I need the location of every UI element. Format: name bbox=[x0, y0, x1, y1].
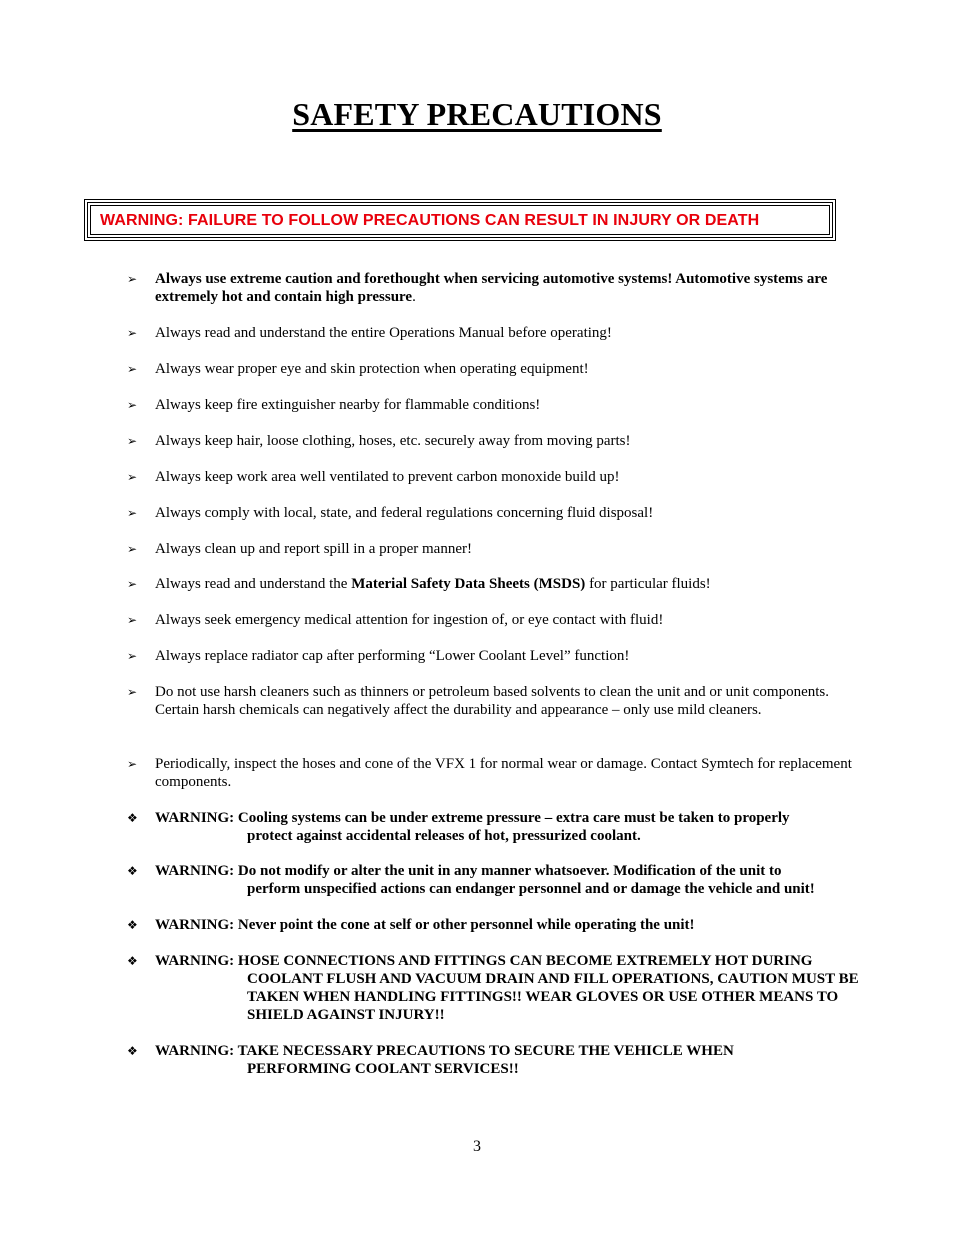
warning-banner bbox=[84, 199, 836, 241]
warning-continuation: perform unspecified actions can endanger personnel and or damage the vehicle and unit! bbox=[247, 881, 815, 897]
arrow-bullet-icon: ➢ bbox=[127, 470, 138, 484]
arrow-bullet-icon: ➢ bbox=[127, 542, 138, 556]
warning-first-line: WARNING: Cooling systems can be under extreme pressure – extra care must be taken to properly bbox=[155, 810, 790, 826]
arrow-bullet-icon: ➢ bbox=[127, 398, 138, 412]
list-item-text: Always seek emergency medical attention for ingestion of, or eye contact with fluid! bbox=[155, 612, 664, 628]
diamond-bullet-icon: ❖ bbox=[127, 864, 138, 878]
diamond-bullet-icon: ❖ bbox=[127, 811, 138, 825]
arrow-bullet-icon: ➢ bbox=[127, 685, 138, 699]
diamond-bullet-icon: ❖ bbox=[127, 1044, 138, 1058]
list-item-text: Always wear proper eye and skin protection when operating equipment! bbox=[155, 361, 589, 377]
list-item-text bbox=[155, 270, 860, 306]
arrow-bullet-icon: ➢ bbox=[127, 362, 138, 376]
list-item-text: Always comply with local, state, and federal regulations concerning fluid disposal! bbox=[155, 505, 654, 521]
list-item-tail: . bbox=[412, 289, 416, 305]
list-item-text: Always clean up and report spill in a proper manner! bbox=[155, 541, 472, 557]
warning-first-line: WARNING: TAKE NECESSARY PRECAUTIONS TO SECURE THE VEHICLE WHEN bbox=[155, 1043, 734, 1059]
list-item-pre: Always read and understand the bbox=[155, 576, 352, 592]
list-item-bold-text: Always use extreme caution and forethought when servicing automotive systems! Automotive systems are extremely hot and contain high pressure bbox=[155, 271, 828, 305]
arrow-bullet-icon: ➢ bbox=[127, 613, 138, 627]
list-item-text: Always replace radiator cap after performing “Lower Coolant Level” function! bbox=[155, 648, 630, 664]
warning-continuation: COOLANT FLUSH AND VACUUM DRAIN AND FILL OPERATIONS, CAUTION MUST BE TAKEN WHEN HANDLING FITTINGS!! WEAR GLOVES OR USE OTHER MEANS TO SHIELD AGAINST INJURY!! bbox=[247, 971, 859, 1023]
list-item-text: Periodically, inspect the hoses and cone of the VFX 1 for normal wear or damage. Contact Symtech for replacement components. bbox=[155, 756, 852, 790]
list-item-text: Always keep fire extinguisher nearby for flammable conditions! bbox=[155, 397, 541, 413]
msds-reference: Material Safety Data Sheets (MSDS) bbox=[351, 576, 586, 592]
warning-banner-text: WARNING: FAILURE TO FOLLOW PRECAUTIONS CAN RESULT IN INJURY OR DEATH bbox=[100, 212, 760, 229]
page-title: SAFETY PRECAUTIONS bbox=[292, 96, 662, 132]
warning-first-line: WARNING: HOSE CONNECTIONS AND FITTINGS CAN BECOME EXTREMELY HOT DURING bbox=[155, 953, 813, 969]
list-item-post: for particular fluids! bbox=[585, 576, 711, 592]
arrow-bullet-icon: ➢ bbox=[127, 326, 138, 340]
diamond-bullet-icon: ❖ bbox=[127, 954, 138, 968]
arrow-bullet-icon: ➢ bbox=[127, 434, 138, 448]
list-item-text: Always keep hair, loose clothing, hoses, etc. securely away from moving parts! bbox=[155, 433, 631, 449]
arrow-bullet-icon: ➢ bbox=[127, 577, 138, 591]
arrow-bullet-icon: ➢ bbox=[127, 757, 138, 771]
page-number: 3 bbox=[473, 1138, 481, 1155]
arrow-bullet-icon: ➢ bbox=[127, 272, 138, 286]
warning-first-line: WARNING: Do not modify or alter the unit in any manner whatsoever. Modification of the unit to bbox=[155, 863, 782, 879]
warning-continuation: PERFORMING COOLANT SERVICES!! bbox=[247, 1061, 519, 1077]
arrow-bullet-icon: ➢ bbox=[127, 649, 138, 663]
warning-first-line: WARNING: Never point the cone at self or other personnel while operating the unit! bbox=[155, 917, 695, 933]
list-item-text: Do not use harsh cleaners such as thinners or petroleum based solvents to clean the unit and or unit components. Certain harsh chemicals can negatively affect the durability and appearance – only use mild cleaners. bbox=[155, 684, 830, 718]
list-item-text: Always read and understand the entire Operations Manual before operating! bbox=[155, 325, 612, 341]
arrow-bullet-icon: ➢ bbox=[127, 506, 138, 520]
diamond-bullet-icon: ❖ bbox=[127, 918, 138, 932]
warning-continuation: protect against accidental releases of hot, pressurized coolant. bbox=[247, 828, 641, 844]
list-item-text bbox=[155, 575, 860, 593]
list-item-text: Always keep work area well ventilated to prevent carbon monoxide build up! bbox=[155, 469, 620, 485]
